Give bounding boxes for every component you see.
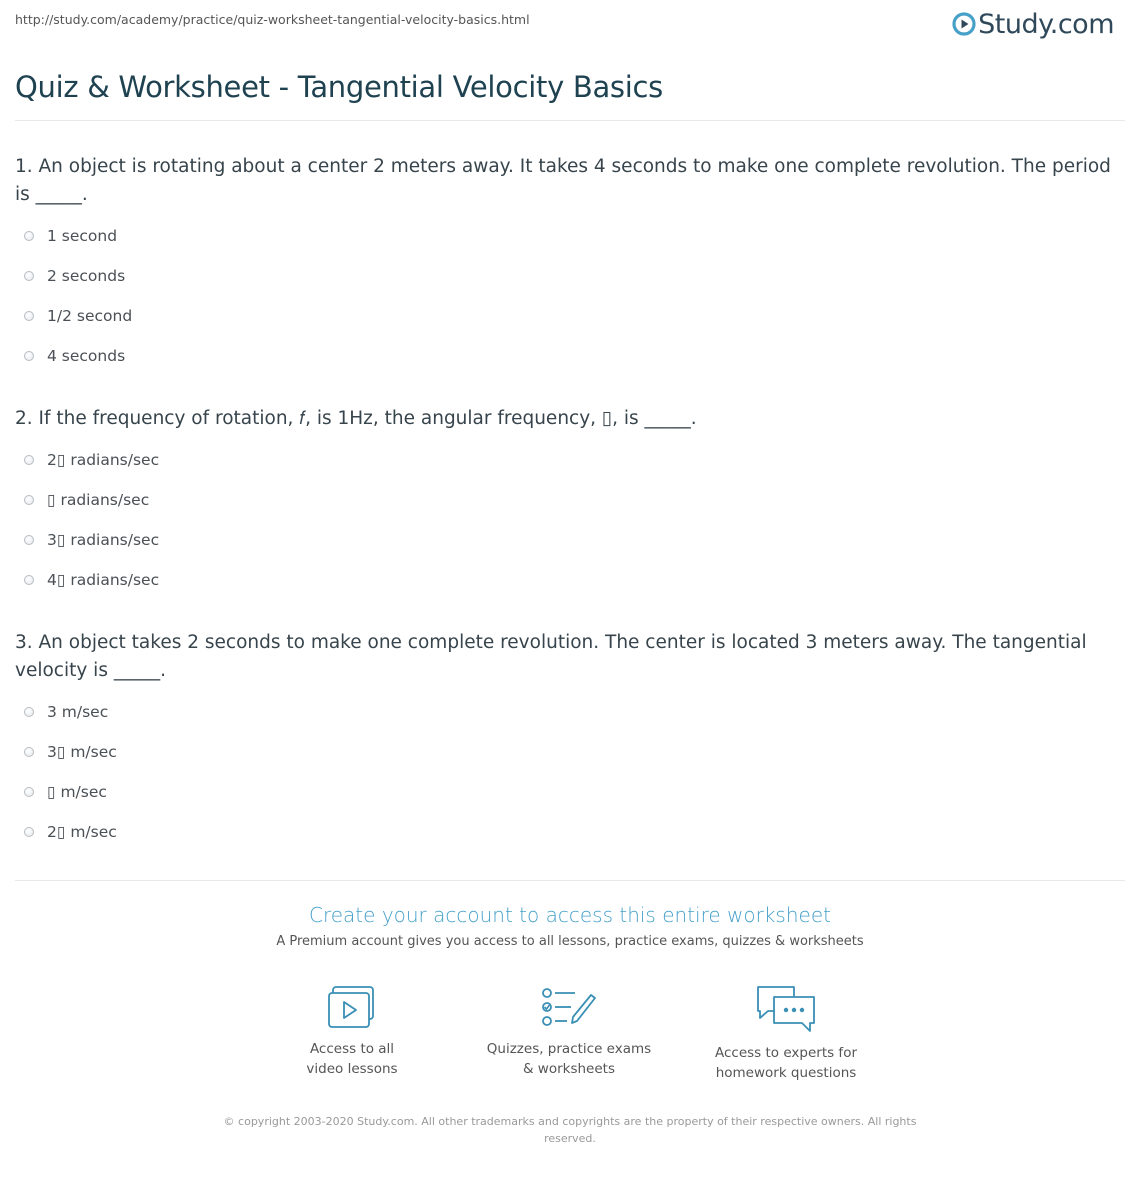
radio-button[interactable] xyxy=(24,787,34,797)
radio-button[interactable] xyxy=(24,455,34,465)
answer-option[interactable] xyxy=(24,812,117,852)
answer-option[interactable] xyxy=(24,296,132,336)
feature-video-lessons xyxy=(252,985,452,1079)
feature-quizzes xyxy=(469,985,669,1079)
option-label: ▯ m/sec xyxy=(47,783,107,801)
play-circle-icon xyxy=(952,12,976,36)
top-bar xyxy=(0,0,1140,52)
quiz-checklist-icon xyxy=(541,985,597,1031)
answer-option[interactable] xyxy=(24,336,132,376)
feature-label: Access to all video lessons xyxy=(306,1041,398,1077)
feature-label: Access to experts for homework questions xyxy=(714,1045,857,1081)
answer-option[interactable] xyxy=(24,692,117,732)
radio-button[interactable] xyxy=(24,747,34,757)
question-3-options xyxy=(24,692,117,852)
question-3-text: 3. An object takes 2 seconds to make one complete revolution. The center is located 3 meters away. The tangential velocity is _____. xyxy=(15,632,1087,681)
answer-option[interactable] xyxy=(24,732,117,772)
radio-button[interactable] xyxy=(24,495,34,505)
radio-button[interactable] xyxy=(24,351,34,361)
option-label: 1 second xyxy=(47,227,118,245)
question-1-text: 1. An object is rotating about a center 2 meters away. It takes 4 seconds to make one complete revolution. The period is _____. xyxy=(15,156,1111,205)
radio-button[interactable] xyxy=(24,707,34,717)
copyright-notice: © copyright 2003-2020 Study.com. All other trademarks and copyrights are the property of their respective owners. All rights reserved. xyxy=(223,1115,917,1145)
radio-button[interactable] xyxy=(24,827,34,837)
answer-option[interactable] xyxy=(24,440,159,480)
answer-option[interactable] xyxy=(24,520,159,560)
create-account-link[interactable]: Create your account to access this entire worksheet xyxy=(309,903,831,927)
chat-bubbles-icon xyxy=(754,985,818,1035)
answer-option[interactable] xyxy=(24,216,132,256)
option-label: 3 m/sec xyxy=(47,703,109,721)
option-label: 1/2 second xyxy=(47,307,133,325)
option-label: 2▯ m/sec xyxy=(47,823,117,841)
radio-button[interactable] xyxy=(24,575,34,585)
option-label: 2▯ radians/sec xyxy=(47,451,160,469)
cta-divider xyxy=(15,880,1125,881)
answer-option[interactable] xyxy=(24,480,159,520)
radio-button[interactable] xyxy=(24,271,34,281)
option-label: 2 seconds xyxy=(47,267,126,285)
answer-option[interactable] xyxy=(24,256,132,296)
video-lesson-icon xyxy=(327,985,377,1031)
feature-experts xyxy=(686,985,886,1083)
option-label: 3▯ m/sec xyxy=(47,743,117,761)
question-2-text: 2. If the frequency of rotation, 𝑓, is 1Hz, the angular frequency, ▯, is _____. xyxy=(15,408,697,429)
answer-option[interactable] xyxy=(24,772,117,812)
option-label: ▯ radians/sec xyxy=(47,491,150,509)
option-label: 4 seconds xyxy=(47,347,126,365)
logo-text: Study.com xyxy=(978,8,1114,40)
question-1-options xyxy=(24,216,132,376)
feature-label: Quizzes, practice exams & worksheets xyxy=(486,1041,652,1077)
study-com-logo[interactable] xyxy=(952,6,1114,42)
option-label: 3▯ radians/sec xyxy=(47,531,160,549)
page-url: http://study.com/academy/practice/quiz-worksheet-tangential-velocity-basics.html xyxy=(15,12,530,27)
radio-button[interactable] xyxy=(24,231,34,241)
option-label: 4▯ radians/sec xyxy=(47,571,160,589)
cta-subtitle: A Premium account gives you access to all lessons, practice exams, quizzes & worksheets xyxy=(276,934,864,949)
question-2-options xyxy=(24,440,159,600)
page-title: Quiz & Worksheet - Tangential Velocity Basics xyxy=(15,70,663,104)
title-divider xyxy=(15,120,1125,121)
radio-button[interactable] xyxy=(24,535,34,545)
answer-option[interactable] xyxy=(24,560,159,600)
radio-button[interactable] xyxy=(24,311,34,321)
